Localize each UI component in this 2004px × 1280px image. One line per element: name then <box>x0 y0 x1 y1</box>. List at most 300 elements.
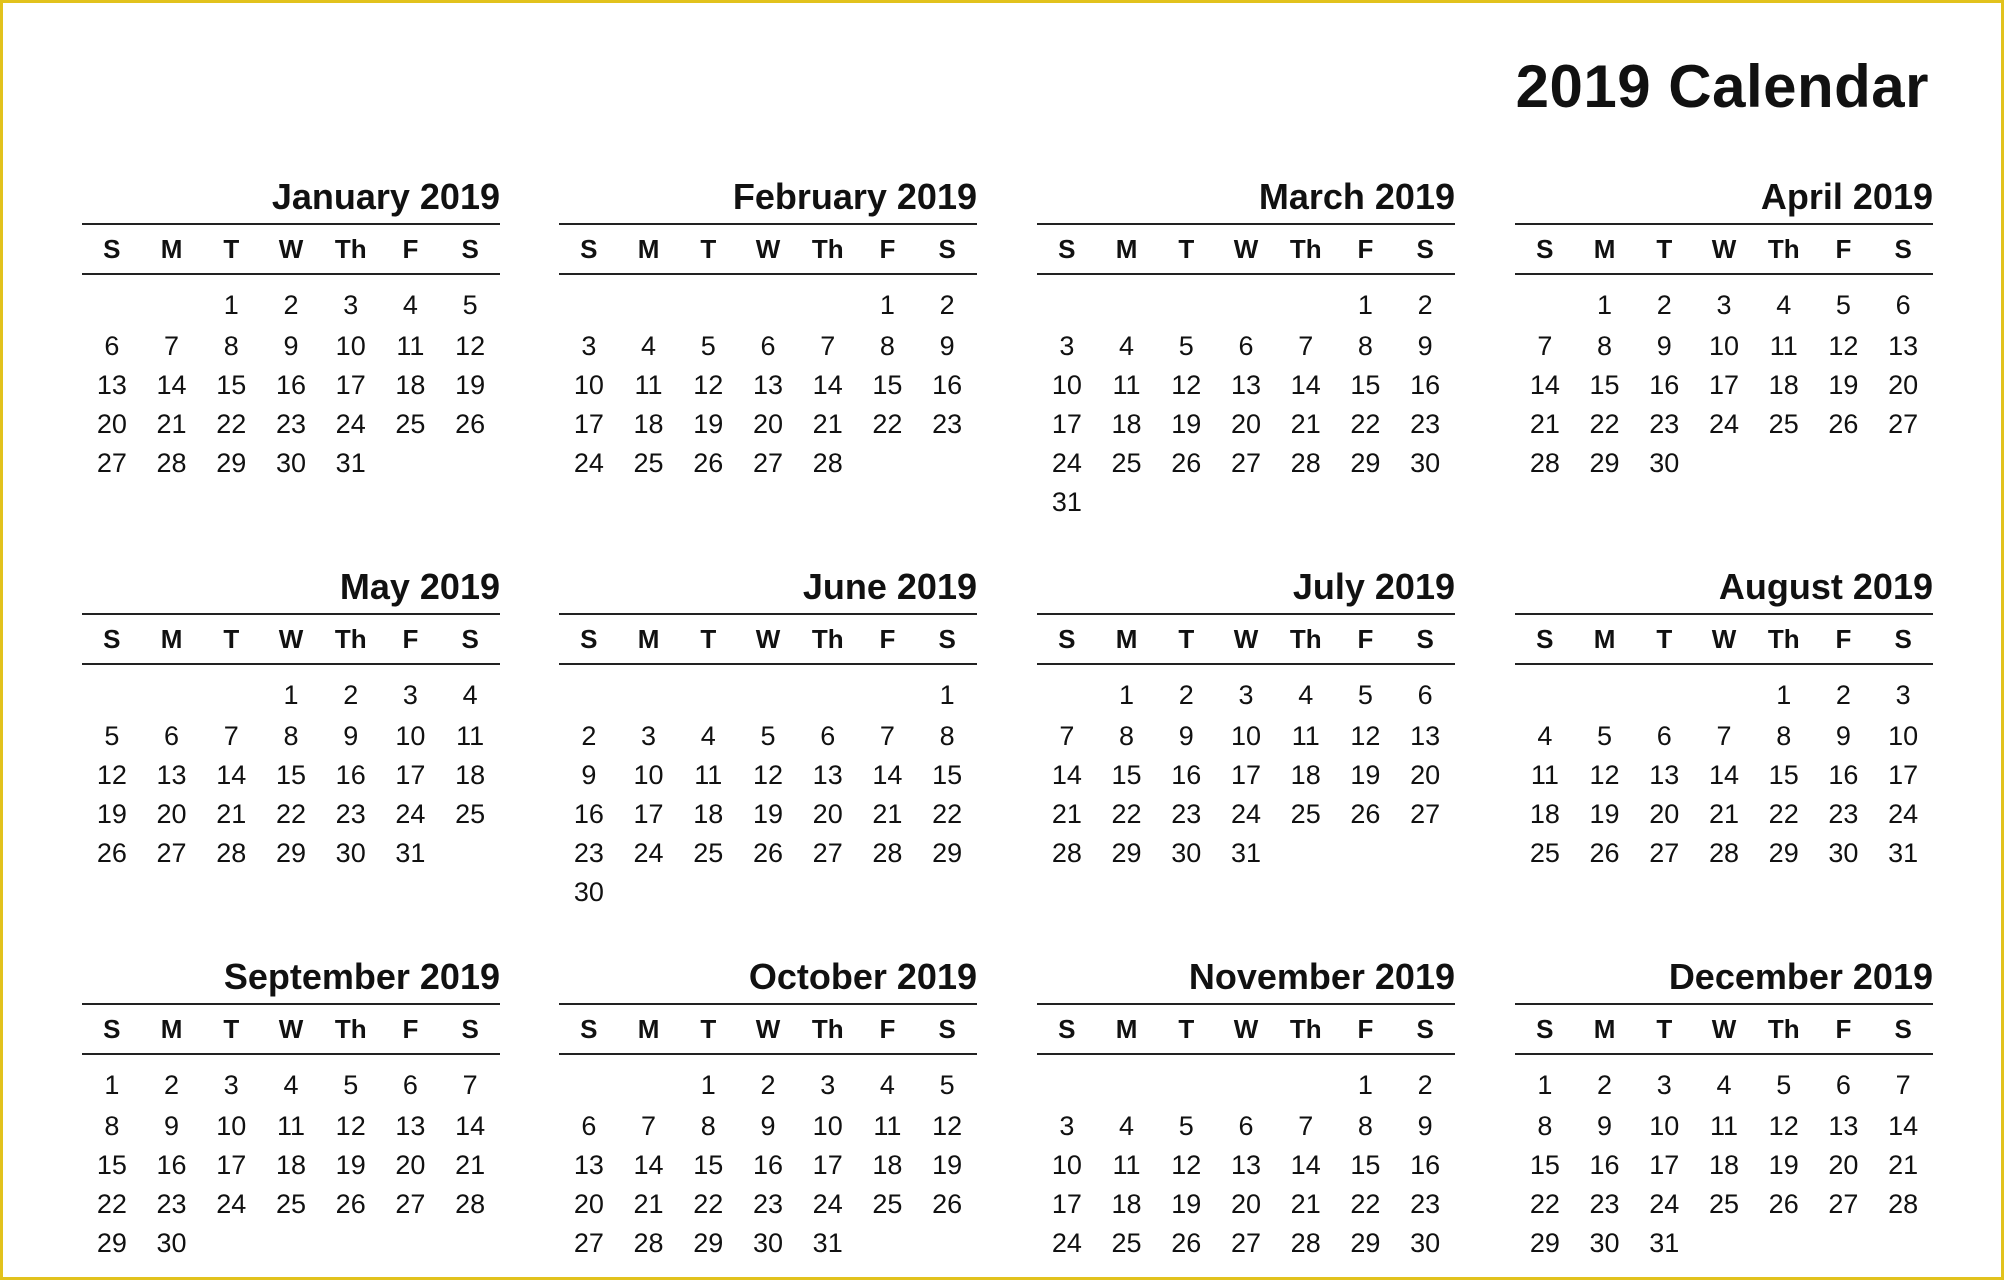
month-block <box>1037 951 1455 1263</box>
day-cell: 25 <box>1290 799 1321 829</box>
day-cell: 24 <box>1649 1189 1680 1219</box>
day-cell: 18 <box>455 760 486 790</box>
day-cell: 29 <box>1350 448 1381 478</box>
day-cell: 17 <box>633 799 664 829</box>
day-cell: 22 <box>1589 409 1620 439</box>
day-cell: 8 <box>1119 721 1135 751</box>
day-cell: 10 <box>1708 331 1740 361</box>
weekday-header-row <box>1515 1005 1933 1055</box>
weekday-label: S <box>103 1013 121 1044</box>
day-cell: 23 <box>1410 1189 1441 1219</box>
day-cell: 4 <box>462 680 478 710</box>
empty-day-cell <box>619 283 679 327</box>
day-cell: 7 <box>462 1070 478 1100</box>
day-cell: 3 <box>1059 331 1075 361</box>
day-cell: 16 <box>932 370 963 400</box>
month-title: November 2019 <box>1037 951 1455 1005</box>
day-cell: 11 <box>456 721 485 751</box>
day-cell: 28 <box>812 448 843 478</box>
day-cell: 28 <box>872 838 903 868</box>
day-cell: 28 <box>1708 838 1740 868</box>
day-cell: 31 <box>812 1228 843 1258</box>
day-cell: 4 <box>1119 331 1135 361</box>
day-cell: 15 <box>1529 1150 1560 1180</box>
day-cell: 15 <box>1768 760 1799 790</box>
day-cell: 9 <box>1417 1111 1433 1141</box>
day-cell: 20 <box>573 1189 604 1219</box>
empty-day-cell <box>1276 283 1336 327</box>
day-cell: 9 <box>283 331 299 361</box>
day-cell: 23 <box>1649 409 1680 439</box>
day-cell: 29 <box>1589 448 1620 478</box>
month-title: August 2019 <box>1515 561 1933 615</box>
day-cell: 16 <box>1589 1150 1620 1180</box>
day-cell: 4 <box>1716 1070 1732 1100</box>
day-cell: 22 <box>1768 799 1799 829</box>
day-cell: 16 <box>752 1150 784 1180</box>
weekday-label: S <box>580 233 598 264</box>
day-cell: 17 <box>335 370 366 400</box>
weekday-label: Th <box>334 623 367 654</box>
day-cell: 14 <box>1051 760 1082 790</box>
day-cell: 13 <box>1230 1150 1262 1180</box>
day-cell: 24 <box>1708 409 1740 439</box>
day-cell: 23 <box>932 409 963 439</box>
day-cell: 28 <box>455 1189 486 1219</box>
empty-day-cell <box>1037 283 1097 327</box>
weekday-label: F <box>879 233 896 264</box>
day-cell: 28 <box>1888 1189 1919 1219</box>
day-cell: 7 <box>820 331 836 361</box>
weekday-label: T <box>700 233 717 264</box>
day-cell: 20 <box>1888 370 1919 400</box>
day-cell: 22 <box>275 799 307 829</box>
day-cell: 29 <box>1111 838 1142 868</box>
empty-day-cell <box>1156 1063 1216 1107</box>
day-cell: 31 <box>1888 838 1919 868</box>
day-cell: 22 <box>1350 1189 1381 1219</box>
day-cell: 27 <box>1888 409 1919 439</box>
weekday-label: T <box>1656 623 1673 654</box>
weekday-label: F <box>402 623 419 654</box>
days-grid <box>82 275 500 483</box>
weekday-header-row <box>82 1005 500 1055</box>
weekday-label: M <box>637 1013 660 1044</box>
day-cell: 10 <box>335 331 366 361</box>
day-cell: 5 <box>1835 290 1851 320</box>
day-cell: 26 <box>1828 409 1859 439</box>
days-grid <box>1037 1055 1455 1263</box>
days-grid <box>1515 1055 1933 1263</box>
empty-day-cell <box>1634 673 1694 717</box>
day-cell: 31 <box>1649 1228 1680 1258</box>
day-cell: 13 <box>1888 331 1919 361</box>
month-block <box>1515 561 1933 873</box>
day-cell: 17 <box>1888 760 1919 790</box>
day-cell: 11 <box>1530 760 1559 790</box>
day-cell: 26 <box>752 838 784 868</box>
day-cell: 13 <box>1410 721 1441 751</box>
day-cell: 17 <box>395 760 426 790</box>
day-cell: 5 <box>1597 721 1613 751</box>
day-cell: 9 <box>343 721 359 751</box>
day-cell: 4 <box>700 721 716 751</box>
day-cell: 3 <box>641 721 657 751</box>
weekday-header-row <box>559 615 977 665</box>
day-cell: 14 <box>1888 1111 1919 1141</box>
day-cell: 26 <box>1171 448 1202 478</box>
day-cell: 9 <box>581 760 597 790</box>
day-cell: 10 <box>812 1111 843 1141</box>
weekday-label: S <box>461 1013 479 1044</box>
day-cell: 24 <box>1888 799 1919 829</box>
day-cell: 26 <box>932 1189 963 1219</box>
day-cell: 26 <box>693 448 724 478</box>
day-cell: 31 <box>1230 838 1262 868</box>
day-cell: 11 <box>1291 721 1320 751</box>
day-cell: 29 <box>1350 1228 1381 1258</box>
day-cell: 24 <box>1051 448 1082 478</box>
weekday-label: T <box>223 1013 240 1044</box>
empty-day-cell <box>559 283 619 327</box>
day-cell: 19 <box>1171 1189 1202 1219</box>
day-cell: 12 <box>1171 370 1202 400</box>
day-cell: 3 <box>1059 1111 1075 1141</box>
day-cell: 8 <box>104 1111 120 1141</box>
weekday-label: S <box>461 233 479 264</box>
day-cell: 11 <box>396 331 425 361</box>
day-cell: 16 <box>275 370 307 400</box>
day-cell: 23 <box>335 799 366 829</box>
day-cell: 26 <box>96 838 127 868</box>
weekday-label: F <box>879 1013 896 1044</box>
month-block <box>82 561 500 873</box>
month-block <box>1515 951 1933 1263</box>
weekday-label: Th <box>1289 233 1322 264</box>
day-cell: 24 <box>812 1189 843 1219</box>
weekday-label: F <box>1835 233 1852 264</box>
empty-day-cell <box>559 1063 619 1107</box>
day-cell: 2 <box>581 721 597 751</box>
days-grid <box>82 1055 500 1263</box>
day-cell: 1 <box>1537 1070 1553 1100</box>
day-cell: 12 <box>1828 331 1859 361</box>
day-cell: 13 <box>573 1150 604 1180</box>
day-cell: 18 <box>275 1150 307 1180</box>
weekday-label: F <box>1357 1013 1374 1044</box>
weekday-header-row <box>1037 225 1455 275</box>
day-cell: 3 <box>402 680 418 710</box>
weekday-label: T <box>1178 233 1195 264</box>
day-cell: 25 <box>455 799 486 829</box>
day-cell: 4 <box>1776 290 1792 320</box>
day-cell: 16 <box>335 760 366 790</box>
weekday-label: M <box>160 1013 183 1044</box>
weekday-label: F <box>879 623 896 654</box>
day-cell: 13 <box>156 760 187 790</box>
weekday-label: Th <box>1767 233 1800 264</box>
day-cell: 19 <box>1171 409 1202 439</box>
day-cell: 21 <box>455 1150 486 1180</box>
day-cell: 21 <box>1290 1189 1321 1219</box>
weekday-label: S <box>1416 1013 1434 1044</box>
weekday-label: F <box>1357 623 1374 654</box>
day-cell: 28 <box>1290 448 1321 478</box>
day-cell: 9 <box>1835 721 1851 751</box>
empty-day-cell <box>858 673 918 717</box>
days-grid <box>1037 275 1455 522</box>
day-cell: 6 <box>164 721 180 751</box>
day-cell: 6 <box>1238 331 1254 361</box>
weekday-label: Th <box>334 233 367 264</box>
empty-day-cell <box>142 283 202 327</box>
day-cell: 19 <box>1589 799 1620 829</box>
day-cell: 21 <box>1888 1150 1919 1180</box>
day-cell: 8 <box>283 721 299 751</box>
day-cell: 11 <box>276 1111 305 1141</box>
day-cell: 27 <box>752 448 784 478</box>
day-cell: 7 <box>641 1111 657 1141</box>
days-grid <box>1037 665 1455 873</box>
day-cell: 5 <box>462 290 478 320</box>
day-cell: 8 <box>1597 331 1613 361</box>
day-cell: 29 <box>932 838 963 868</box>
day-cell: 3 <box>343 290 359 320</box>
day-cell: 26 <box>1171 1228 1202 1258</box>
day-cell: 18 <box>633 409 664 439</box>
empty-day-cell <box>1276 1063 1336 1107</box>
day-cell: 20 <box>1230 409 1262 439</box>
day-cell: 11 <box>634 370 663 400</box>
day-cell: 13 <box>1649 760 1680 790</box>
day-cell: 10 <box>1230 721 1262 751</box>
day-cell: 15 <box>872 370 903 400</box>
empty-day-cell <box>1037 1063 1097 1107</box>
day-cell: 21 <box>1290 409 1321 439</box>
day-cell: 17 <box>216 1150 247 1180</box>
day-cell: 17 <box>1051 409 1082 439</box>
weekday-label: W <box>755 623 781 654</box>
day-cell: 6 <box>581 1111 597 1141</box>
day-cell: 22 <box>693 1189 724 1219</box>
empty-day-cell <box>1216 283 1276 327</box>
day-cell: 21 <box>1708 799 1740 829</box>
day-cell: 6 <box>402 1070 418 1100</box>
day-cell: 6 <box>1895 290 1911 320</box>
empty-day-cell <box>1216 1063 1276 1107</box>
month-block <box>82 951 500 1263</box>
day-cell: 18 <box>1290 760 1321 790</box>
day-cell: 7 <box>223 721 239 751</box>
day-cell: 25 <box>693 838 724 868</box>
day-cell: 17 <box>1051 1189 1082 1219</box>
day-cell: 8 <box>939 721 955 751</box>
day-cell: 27 <box>395 1189 426 1219</box>
weekday-label: S <box>1058 1013 1076 1044</box>
day-cell: 23 <box>1171 799 1202 829</box>
day-cell: 15 <box>216 370 247 400</box>
day-cell: 15 <box>275 760 307 790</box>
day-cell: 12 <box>1768 1111 1799 1141</box>
day-cell: 9 <box>939 331 955 361</box>
day-cell: 18 <box>395 370 426 400</box>
day-cell: 20 <box>395 1150 426 1180</box>
day-cell: 30 <box>573 877 604 907</box>
weekday-label: W <box>1233 623 1259 654</box>
day-cell: 21 <box>633 1189 664 1219</box>
day-cell: 22 <box>872 409 903 439</box>
day-cell: 9 <box>1597 1111 1613 1141</box>
weekday-label: S <box>103 233 121 264</box>
empty-day-cell <box>1156 283 1216 327</box>
empty-day-cell <box>1515 673 1575 717</box>
day-cell: 9 <box>760 1111 776 1141</box>
day-cell: 5 <box>939 1070 955 1100</box>
day-cell: 23 <box>1589 1189 1620 1219</box>
day-cell: 22 <box>932 799 963 829</box>
day-cell: 1 <box>1357 1070 1373 1100</box>
day-cell: 15 <box>96 1150 127 1180</box>
day-cell: 24 <box>216 1189 247 1219</box>
day-cell: 4 <box>879 1070 895 1100</box>
day-cell: 14 <box>455 1111 486 1141</box>
days-grid <box>559 275 977 483</box>
weekday-label: M <box>1593 623 1616 654</box>
day-cell: 26 <box>1768 1189 1799 1219</box>
empty-day-cell <box>142 673 202 717</box>
day-cell: 6 <box>760 331 776 361</box>
day-cell: 9 <box>1417 331 1433 361</box>
day-cell: 26 <box>1589 838 1620 868</box>
day-cell: 23 <box>752 1189 784 1219</box>
day-cell: 10 <box>216 1111 247 1141</box>
day-cell: 13 <box>1828 1111 1859 1141</box>
weekday-label: F <box>402 1013 419 1044</box>
day-cell: 13 <box>395 1111 426 1141</box>
day-cell: 12 <box>752 760 784 790</box>
day-cell: 21 <box>872 799 903 829</box>
day-cell: 15 <box>1589 370 1620 400</box>
empty-day-cell <box>678 673 738 717</box>
day-cell: 3 <box>1656 1070 1672 1100</box>
day-cell: 18 <box>1768 370 1799 400</box>
day-cell: 11 <box>1112 1150 1141 1180</box>
day-cell: 5 <box>343 1070 359 1100</box>
day-cell: 30 <box>1410 1228 1441 1258</box>
day-cell: 16 <box>1410 370 1441 400</box>
day-cell: 18 <box>693 799 724 829</box>
day-cell: 28 <box>1290 1228 1321 1258</box>
empty-day-cell <box>1575 673 1635 717</box>
day-cell: 24 <box>1051 1228 1082 1258</box>
day-cell: 8 <box>700 1111 716 1141</box>
day-cell: 16 <box>573 799 604 829</box>
day-cell: 2 <box>1835 680 1851 710</box>
weekday-label: T <box>1656 1013 1673 1044</box>
day-cell: 2 <box>1656 290 1672 320</box>
day-cell: 25 <box>1111 1228 1142 1258</box>
day-cell: 12 <box>335 1111 366 1141</box>
day-cell: 27 <box>1649 838 1680 868</box>
day-cell: 14 <box>812 370 843 400</box>
day-cell: 24 <box>573 448 604 478</box>
day-cell: 16 <box>156 1150 187 1180</box>
day-cell: 19 <box>1768 1150 1799 1180</box>
day-cell: 18 <box>872 1150 903 1180</box>
day-cell: 14 <box>872 760 903 790</box>
weekday-label: W <box>1233 233 1259 264</box>
weekday-header-row <box>1515 225 1933 275</box>
weekday-label: M <box>1593 1013 1616 1044</box>
day-cell: 19 <box>932 1150 963 1180</box>
day-cell: 29 <box>1529 1228 1560 1258</box>
weekday-label: M <box>1115 233 1138 264</box>
day-cell: 12 <box>1589 760 1620 790</box>
weekday-header-row <box>1515 615 1933 665</box>
empty-day-cell <box>619 673 679 717</box>
days-grid <box>1515 275 1933 483</box>
day-cell: 29 <box>275 838 307 868</box>
weekday-label: W <box>1711 1013 1737 1044</box>
day-cell: 25 <box>1708 1189 1740 1219</box>
day-cell: 16 <box>1410 1150 1441 1180</box>
day-cell: 7 <box>1059 721 1075 751</box>
weekday-label: W <box>1711 623 1737 654</box>
day-cell: 1 <box>223 290 239 320</box>
weekday-label: S <box>1058 623 1076 654</box>
day-cell: 29 <box>693 1228 724 1258</box>
day-cell: 8 <box>1537 1111 1553 1141</box>
weekday-label: T <box>1178 623 1195 654</box>
day-cell: 22 <box>216 409 247 439</box>
day-cell: 8 <box>879 331 895 361</box>
weekday-label: S <box>938 1013 956 1044</box>
day-cell: 27 <box>96 448 127 478</box>
day-cell: 17 <box>812 1150 843 1180</box>
day-cell: 15 <box>693 1150 724 1180</box>
weekday-label: F <box>402 233 419 264</box>
weekday-label: S <box>580 623 598 654</box>
day-cell: 2 <box>1597 1070 1613 1100</box>
day-cell: 17 <box>1649 1150 1680 1180</box>
day-cell: 2 <box>1417 290 1433 320</box>
day-cell: 1 <box>1776 680 1792 710</box>
day-cell: 27 <box>1230 1228 1262 1258</box>
day-cell: 13 <box>96 370 127 400</box>
day-cell: 4 <box>641 331 657 361</box>
day-cell: 5 <box>1357 680 1373 710</box>
day-cell: 25 <box>1111 448 1142 478</box>
weekday-header-row <box>1037 1005 1455 1055</box>
weekday-label: Th <box>1289 1013 1322 1044</box>
day-cell: 24 <box>1230 799 1262 829</box>
weekday-label: Th <box>334 1013 367 1044</box>
weekday-label: Th <box>811 623 844 654</box>
empty-day-cell <box>1037 673 1097 717</box>
weekday-label: W <box>755 233 781 264</box>
empty-day-cell <box>1515 283 1575 327</box>
day-cell: 10 <box>1888 721 1919 751</box>
day-cell: 1 <box>700 1070 716 1100</box>
weekday-label: Th <box>811 1013 844 1044</box>
day-cell: 21 <box>812 409 843 439</box>
day-cell: 2 <box>1417 1070 1433 1100</box>
day-cell: 20 <box>1649 799 1680 829</box>
weekday-label: S <box>1894 233 1912 264</box>
days-grid <box>1515 665 1933 873</box>
day-cell: 25 <box>872 1189 903 1219</box>
day-cell: 28 <box>1529 448 1560 478</box>
